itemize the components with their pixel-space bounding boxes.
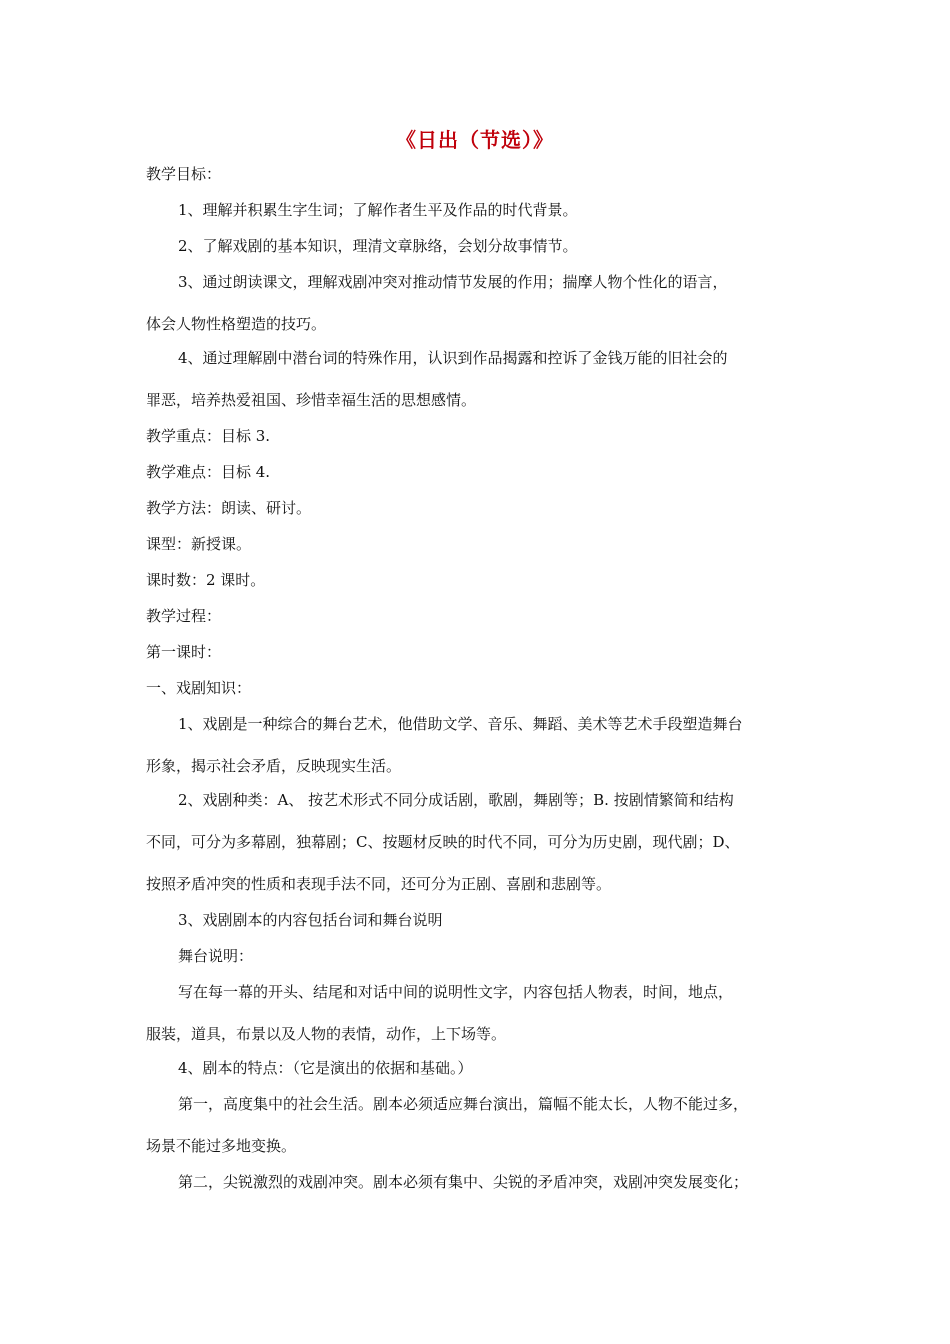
text-line: 1、戏剧是一种综合的舞台艺术，他借助文学、音乐、舞蹈、美术等艺术手段塑造舞台 bbox=[178, 715, 743, 733]
text-line: 不同，可分为多幕剧，独幕剧；C、按题材反映的时代不同，可分为历史剧，现代剧；D、 bbox=[146, 833, 740, 851]
text-line: 2、了解戏剧的基本知识，理清文章脉络，会划分故事情节。 bbox=[178, 237, 578, 255]
text-line: 舞台说明： bbox=[178, 947, 254, 965]
text-line: 1、理解并积累生字生词；了解作者生平及作品的时代背景。 bbox=[178, 201, 578, 219]
text-line: 教学方法：朗读、研讨。 bbox=[146, 499, 312, 517]
text-line: 3、通过朗读课文，理解戏剧冲突对推动情节发展的作用；揣摩人物个性化的语言， bbox=[178, 273, 728, 291]
text-line: 教学目标： bbox=[146, 165, 222, 183]
text-line: 第一课时： bbox=[146, 643, 222, 661]
text-line: 体会人物性格塑造的技巧。 bbox=[146, 315, 327, 333]
text-line: 形象，揭示社会矛盾，反映现实生活。 bbox=[146, 757, 402, 775]
text-line: 教学过程： bbox=[146, 607, 222, 625]
text-line: 教学重点：目标 3. bbox=[146, 427, 271, 445]
text-line: 第一，高度集中的社会生活。剧本必须适应舞台演出，篇幅不能太长，人物不能过多， bbox=[178, 1095, 749, 1113]
text-line: 服装，道具，布景以及人物的表情，动作，上下场等。 bbox=[146, 1025, 507, 1043]
text-line: 4、通过理解剧中潜台词的特殊作用，认识到作品揭露和控诉了金钱万能的旧社会的 bbox=[178, 349, 728, 367]
text-line: 教学难点：目标 4. bbox=[146, 463, 271, 481]
text-line: 3、戏剧剧本的内容包括台词和舞台说明 bbox=[178, 911, 443, 929]
text-line: 写在每一幕的开头、结尾和对话中间的说明性文字，内容包括人物表，时间，地点， bbox=[178, 983, 734, 1001]
text-line: 课型：新授课。 bbox=[146, 535, 252, 553]
text-line: 按照矛盾冲突的性质和表现手法不同，还可分为正剧、喜剧和悲剧等。 bbox=[146, 875, 612, 893]
text-line: 4、剧本的特点：（它是演出的依据和基础。） bbox=[178, 1059, 473, 1077]
text-line: 一、戏剧知识： bbox=[146, 679, 252, 697]
document-title: 《日出（节选）》 bbox=[396, 128, 554, 152]
text-line: 第二，尖锐激烈的戏剧冲突。剧本必须有集中、尖锐的矛盾冲突，戏剧冲突发展变化； bbox=[178, 1173, 749, 1191]
text-line: 课时数：2 课时。 bbox=[146, 571, 266, 589]
text-line: 2、戏剧种类：A、 按艺术形式不同分成话剧，歌剧，舞剧等；B. 按剧情繁简和结构 bbox=[178, 791, 734, 809]
text-line: 场景不能过多地变换。 bbox=[146, 1137, 297, 1155]
text-line: 罪恶，培养热爱祖国、珍惜幸福生活的思想感情。 bbox=[146, 391, 477, 409]
